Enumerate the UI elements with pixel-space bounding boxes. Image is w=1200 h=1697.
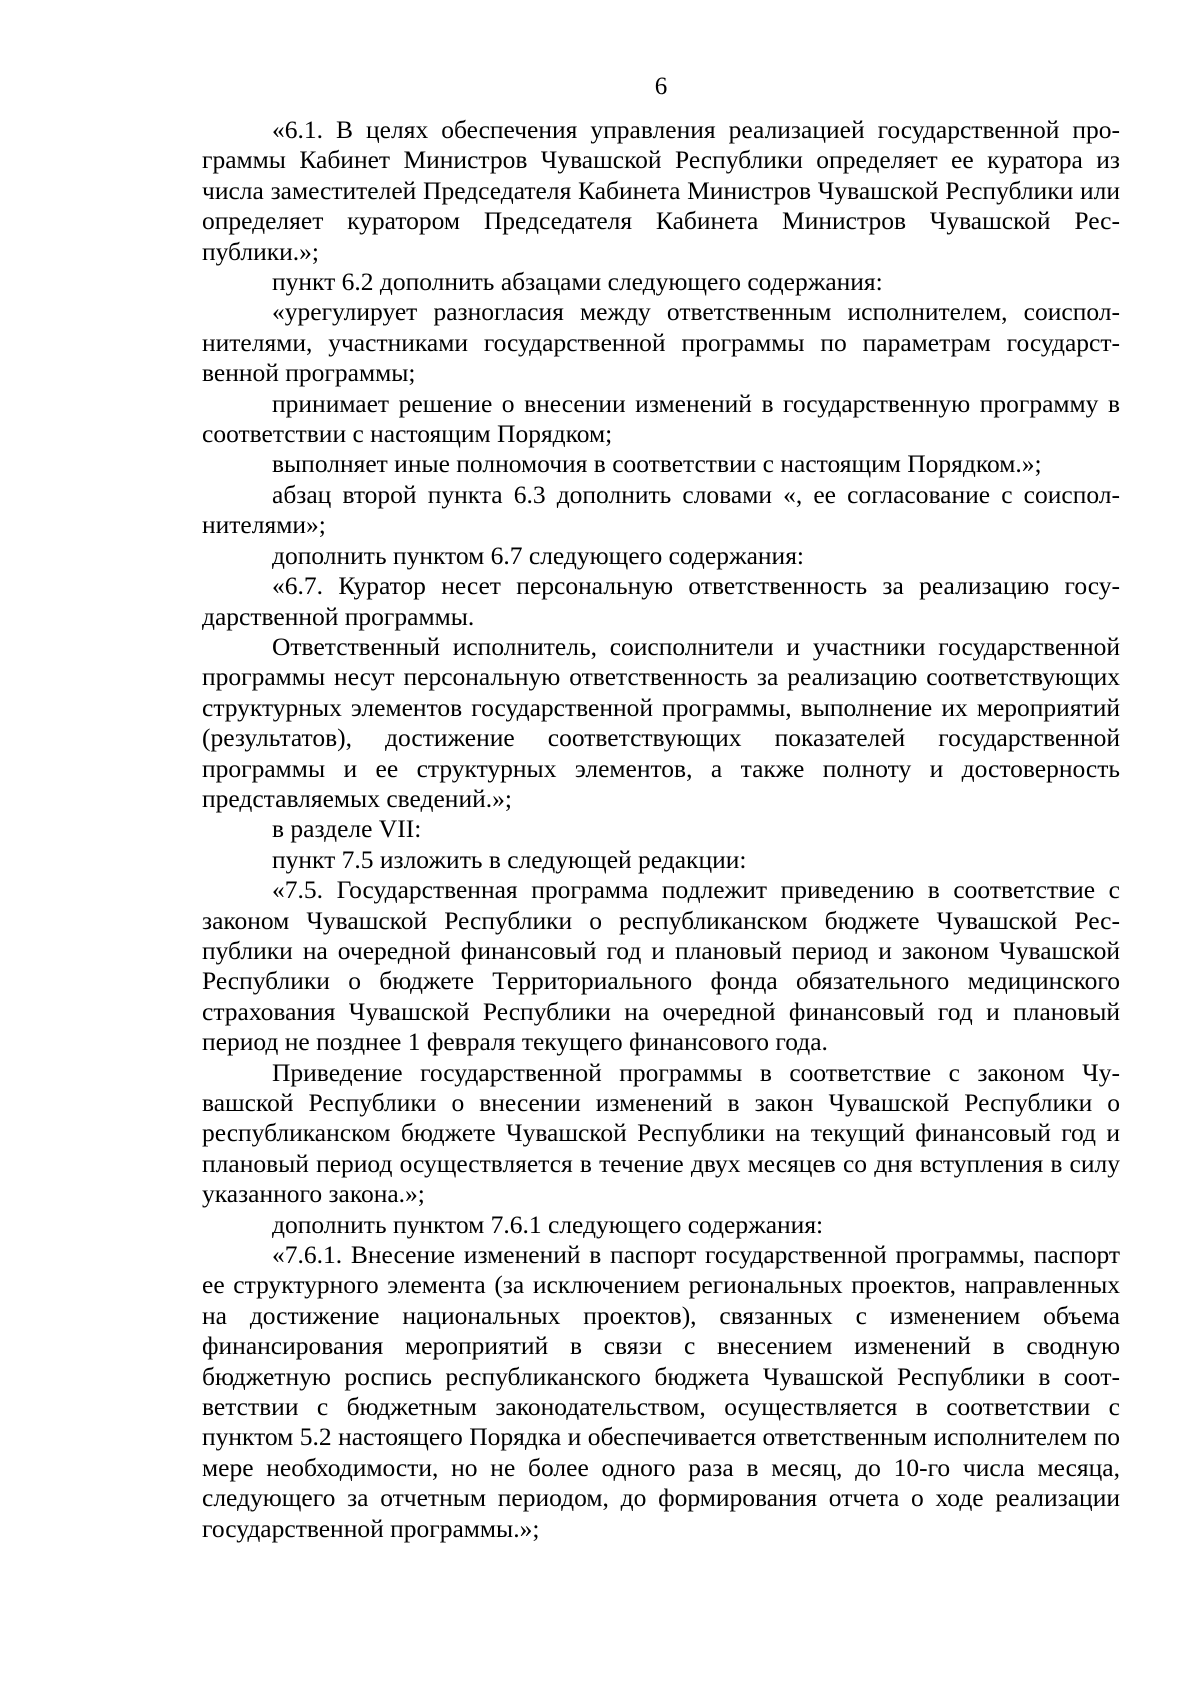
paragraph-6-1: «6.1. В целях обеспечения управления реализацией государственной программы Кабинет Министров Чувашской Республики определяет ее куратора из числа заместителей Председателя Кабинета Министров Чувашской Республики или определяет куратором Председателя Кабинета Министров Чувашской Республики.»;	[202, 115, 1120, 266]
paragraph-7-6-1: «7.6.1. Внесение изменений в паспорт государственной программы, паспорт ее структурного элемента (за исключением региональных проектов, направленных на достижение национальных проектов), связанных с изменением объема финансирования мероприятий в связи с внесением изменений в сводную бюджетную роспись республиканского бюджета Чувашской Республики в соответствии с бюджетным законодательством, осуществляется в соответствии с пунктом 5.2 настоящего Порядка и обеспечивается ответственным исполнителем по мере необходимости, но не более одного раза в месяц, до 10-го числа месяца, следующего за отчетным периодом, до формирования отчета о ходе реализации государственной программы.»;	[202, 1240, 1120, 1543]
paragraph-add-7-6-1: дополнить пунктом 7.6.1 следующего содержания:	[272, 1209, 824, 1239]
paragraph-makes-decision: принимает решение о внесении изменений в государственную программу в соответствии с настоящим Порядком;	[202, 388, 1120, 449]
page-number: 6	[654, 73, 668, 100]
paragraph-other-powers: выполняет иные полномочия в соответствии с настоящим Порядком.»;	[272, 449, 1042, 479]
paragraph-6-7: «6.7. Куратор несет персональную ответственность за реализацию государственной программы.	[202, 571, 1120, 631]
paragraph-amend-7-5: пункт 7.5 изложить в следующей редакции:	[272, 844, 747, 874]
paragraph-add-6-7: дополнить пунктом 6.7 следующего содержания:	[272, 540, 805, 570]
paragraph-responsible-executor: Ответственный исполнитель, соисполнители и участники государственной программы несут персональную ответственность за реализацию соответствующих структурных элементов государственной программы, выполнение их мероприятий (результатов), достижение соответствующих показателей государственной программы и ее структурных элементов, а также полноту и достоверность представляемых сведений.»;	[202, 631, 1120, 813]
paragraph-7-5: «7.5. Государственная программа подлежит приведению в соответствие с законом Чувашской Республики о республиканском бюджете Чувашской Республики на очередной финансовый год и плановый период и законом Чувашской Республики о бюджете Территориального фонда обязательного медицинского страхования Чувашской Республики на очередной финансовый год и плановый период не позднее 1 февраля текущего финансового года.	[202, 875, 1120, 1057]
paragraph-bringing-into-compliance: Приведение государственной программы в соответствие с законом Чувашской Республики о внесении изменений в закон Чувашской Республики о республиканском бюджете Чувашской Республики на текущий финансовый год и плановый период осуществляется в течение двух месяцев со дня вступления в силу указанного закона.»;	[202, 1057, 1120, 1209]
paragraph-amend-6-3: абзац второй пункта 6.3 дополнить словами «, ее согласование с соисполнителями»;	[202, 479, 1120, 540]
paragraph-resolves-disagreements: «урегулирует разногласия между ответственным исполнителем, соисполнителями, участниками государственной программы по параметрам государственной программы;	[202, 297, 1120, 388]
paragraph-section-vii: в разделе VII:	[272, 814, 422, 844]
paragraph-amend-6-2: пункт 6.2 дополнить абзацами следующего содержания:	[272, 267, 883, 297]
document-body	[202, 115, 1120, 1544]
